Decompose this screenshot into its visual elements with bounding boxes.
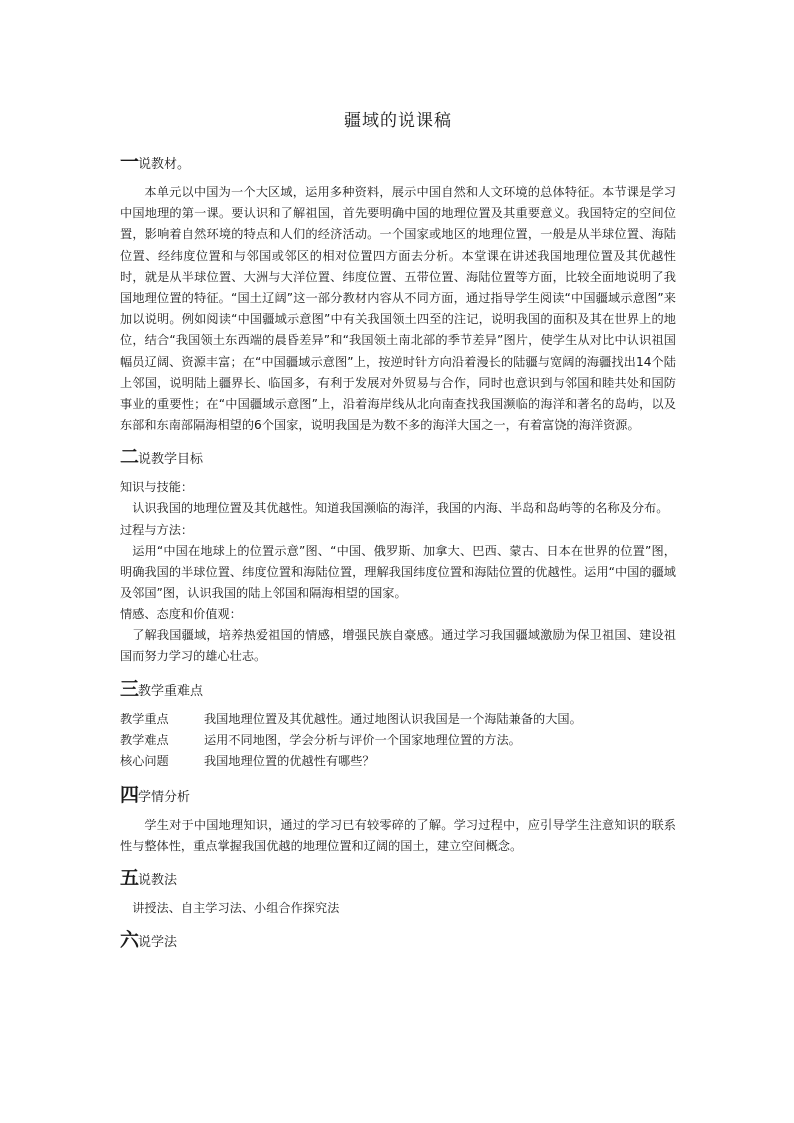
section-5-heading: [120, 867, 676, 892]
key-point-label: 教学重点: [120, 711, 169, 726]
key-point-text: 我国地理位置及其优越性。通过地图认识我国是一个海陆兼备的大国。: [204, 711, 582, 726]
core-question-text: 我国地理位置的优越性有哪些？: [204, 753, 375, 768]
emotion-values-label: 情感、态度和价值观：: [120, 607, 242, 622]
difficult-point-label: 教学难点: [120, 732, 169, 747]
section-6-label: 说学法: [138, 935, 178, 951]
core-question-row: [120, 751, 676, 772]
page-title: 疆域的说课稿: [344, 111, 452, 131]
section-3-heading: [120, 678, 676, 703]
section-2-label: 说教学目标: [138, 452, 204, 468]
section-3-number: 三: [120, 677, 139, 700]
section-4-heading: [120, 784, 676, 809]
section-6-number: 六: [120, 929, 139, 952]
section-1-number: 一: [120, 151, 139, 173]
difficult-point-row: [120, 730, 676, 751]
document-page: [120, 100, 676, 960]
section-5-paragraph: 讲授法、自主学习法、小组合作探究法: [132, 901, 340, 916]
key-point-row: [120, 709, 676, 730]
core-question-label: 核心问题: [120, 753, 169, 768]
section-4-paragraph: 学生对于中国地理知识，通过的学习已有较零碎的了解。学习过程中，应引导学生注意知识的联系性与整体性，重点掌握我国优越的地理位置和辽阔的国土，建立空间概念。: [120, 817, 676, 853]
section-1-label: 说教材。: [138, 157, 191, 172]
section-1-heading: [120, 151, 676, 176]
difficult-point-text: 运用不同地图，学会分析与评价一个国家地理位置的方法。: [204, 732, 521, 747]
section-2-number: 二: [120, 446, 139, 469]
knowledge-skills-text: 认识我国的地理位置及其优越性。知道我国濒临的海洋，我国的内海、半岛和岛屿等的名称及分布。: [132, 501, 669, 516]
section-6-heading: [120, 929, 676, 954]
emotion-values-text: 了解我国疆域，培养热爱祖国的情感，增强民族自豪感。通过学习我国疆域激励为保卫祖国、建设祖国而努力学习的雄心壮志。: [120, 628, 676, 664]
section-3-label: 教学重难点: [138, 683, 204, 699]
section-5-label: 说教法: [138, 873, 178, 889]
process-methods-text: 运用“中国在地球上的位置示意”图、“中国、俄罗斯、加拿大、巴西、蒙古、日本在世界的位置”图，明确我国的半球位置、纬度位置和海陆位置，理解我国纬度位置和海陆位置的优越性。运用“中国的疆域及邻国”图，认识我国的陆上邻国和隔海相望的国家。: [120, 543, 676, 601]
process-methods-label: 过程与方法：: [120, 522, 194, 537]
section-4-number: 四: [120, 783, 139, 806]
section-1-paragraph: 本单元以中国为一个大区域，运用多种资料，展示中国自然和人文环境的总体特征。本节课是学习中国地理的第一课。要认识和了解祖国，首先要明确中国的地理位置及其重要意义。我国特定的空间位置，影响着自然环境的特点和人们的经济活动。一个国家或地区的地理位置，一般是从半球位置、海陆位置、经纬度位置和与邻国或邻区的相对位置四方面去分析。本堂课在讲述我国地理位置及其优越性时，就是从半球位置、大洲与大洋位置、纬度位置、五带位置、海陆位置等方面，比较全面地说明了我国地理位置的特征。“国土辽阔”这一部分教材内容从不同方面，通过指导学生阅读“中国疆域示意图”来加以说明。例如阅读“中国疆域示意图”中有关我国领土四至的注记，说明我国的面积及其在世界上的地位，结合“我国领土东西端的晨昏差异”和“我国领土南北部的季节差异”图片，使学生从对比中认识祖国幅员辽阔、资源丰富；在“中国疆域示意图”上，按逆时针方向沿着漫长的陆疆与宽阔的海疆找出14个陆上邻国，说明陆上疆界长、临国多，有利于发展对外贸易与合作，同时也意识到与邻国和睦共处和国防事业的重要性；在“中国疆域示意图”上，沿着海岸线从北向南查找我国濒临的海洋和著名的岛屿，以及东部和东南部隔海相望的6个国家，说明我国是为数不多的海洋大国之一，有着富饶的海洋资源。: [120, 185, 676, 433]
section-2-heading: [120, 446, 676, 471]
knowledge-skills-label: 知识与技能：: [120, 480, 194, 495]
section-5-number: 五: [120, 867, 139, 890]
section-4-label: 学情分析: [138, 789, 191, 805]
